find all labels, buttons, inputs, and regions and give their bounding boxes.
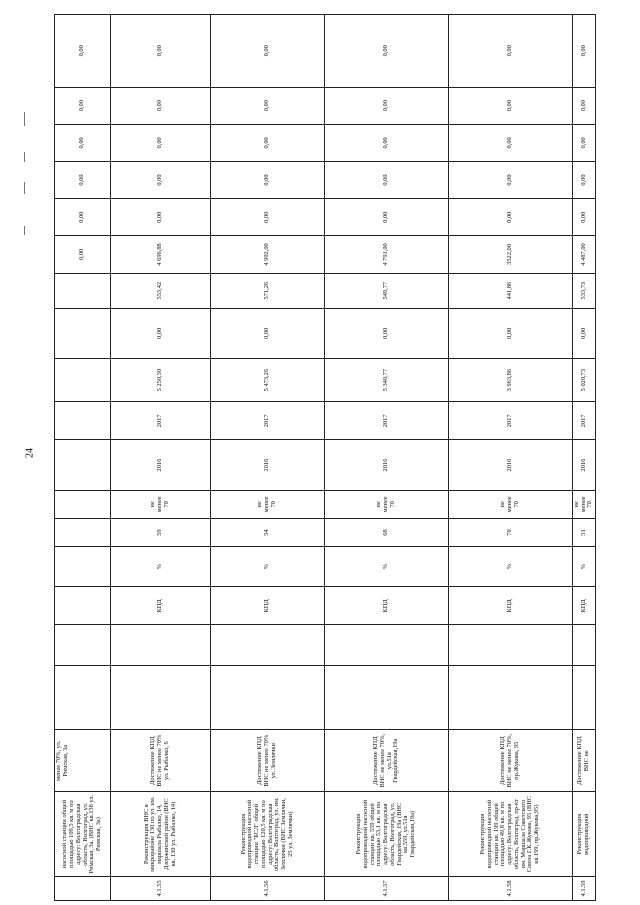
cell-num: 4.1.55: [111, 876, 211, 900]
cell-v2: 0,00: [111, 308, 211, 358]
cell-unit: КПД: [111, 587, 211, 625]
cell-v8: 0,00: [325, 87, 449, 124]
cell-total: 2017: [449, 402, 573, 440]
cell-v9: 0,00: [111, 15, 211, 88]
cell-base: %: [325, 547, 449, 587]
cell-year-start: не менее 70: [449, 490, 573, 518]
cell-empty: [211, 625, 325, 665]
cell-v4: 4 696,88: [111, 236, 211, 273]
cell-v1: [55, 359, 111, 402]
cell-year-start: не менее 70: [325, 490, 449, 518]
cell-year-end: 2016: [573, 440, 596, 490]
cell-v4: 0,00: [55, 236, 111, 273]
cell-name: Реконструкция водопроводной насосной станции кв. 559 общей площадью 53,1 кв. м по адресу: Волгоградская область, Волгоград, ул. Гвардейская, 19а (ВНС кв.559, ул.51я Гвардейская,19а): [325, 792, 449, 876]
cell-v8: 0,00: [111, 87, 211, 124]
cell-v7: 0,00: [325, 124, 449, 161]
cell-v7: 0,00: [573, 124, 596, 161]
cell-v6: 0,00: [55, 161, 111, 198]
cell-num: 4.1.56: [211, 876, 325, 900]
cell-v1: 5 473,26: [211, 359, 325, 402]
cell-unit: [55, 587, 111, 625]
cell-unit: КПД: [211, 587, 325, 625]
cell-empty: [573, 665, 596, 729]
cell-name: насосной станции общей площадью 109,5 кв. м по адресу: Волгоградская область, Волгоград, ул. Римская, 3а. (ВНС кв.138 ул. Римская, 3а): [55, 792, 111, 876]
cell-v1: 5 340,77: [325, 359, 449, 402]
cell-v1: 5 020,73: [573, 359, 596, 402]
cell-num: 4.1.58: [449, 876, 573, 900]
cell-v4: 3522,00: [449, 236, 573, 273]
cell-year-end: 2016: [325, 440, 449, 490]
cell-v1: 3 963,86: [449, 359, 573, 402]
cell-v9: 0,00: [211, 15, 325, 88]
cell-empty: [573, 625, 596, 665]
cell-empty: [449, 665, 573, 729]
table-row: [449, 15, 573, 901]
cell-empty: [325, 665, 449, 729]
cell-year-start: не менее 70: [211, 490, 325, 518]
cell-goal: Достижение КПД ВНС не менее 70%, ул.51я Гвардейская,19а: [325, 730, 449, 792]
cell-v2: 0,00: [325, 308, 449, 358]
cell-v6: 0,00: [573, 161, 596, 198]
cell-total: 2017: [325, 402, 449, 440]
cell-year-end: 2016: [449, 440, 573, 490]
cell-empty: [211, 665, 325, 729]
cell-v5: 0,00: [211, 199, 325, 236]
cell-year-end: 2016: [111, 440, 211, 490]
cell-v7: 0,00: [55, 124, 111, 161]
cell-base: %: [211, 547, 325, 587]
cell-empty: [55, 665, 111, 729]
cell-empty: [111, 625, 211, 665]
cell-base: %: [449, 547, 573, 587]
cell-unit: КПД: [325, 587, 449, 625]
cell-name: Реконструкция водопроводной: [573, 792, 596, 876]
table-row: [573, 15, 596, 901]
cell-target: 70: [449, 518, 573, 546]
cell-v5: 0,00: [573, 199, 596, 236]
cell-target: [55, 518, 111, 546]
cell-empty: [449, 625, 573, 665]
cell-v7: 0,00: [111, 124, 211, 161]
cell-v8: 0,00: [211, 87, 325, 124]
page-number: 24: [24, 448, 36, 458]
cell-goal: менее 70%, ул. Римская, 3а: [55, 730, 111, 792]
cell-v9: 0,00: [325, 15, 449, 88]
cell-v6: 0,00: [325, 161, 449, 198]
cell-year-start: не менее 70: [573, 490, 596, 518]
cell-v6: 0,00: [449, 161, 573, 198]
cell-year-end: 2016: [211, 440, 325, 490]
cell-v5: 0,00: [325, 199, 449, 236]
cell-v3: 553,42: [111, 273, 211, 308]
cell-v9: 0,00: [573, 15, 596, 88]
cell-v8: 0,00: [55, 87, 111, 124]
cell-v9: 0,00: [55, 15, 111, 88]
cell-base: %: [111, 547, 211, 587]
cell-num: 4.1.57: [325, 876, 449, 900]
cell-v4: 4 487,00: [573, 236, 596, 273]
cell-total: 2017: [111, 402, 211, 440]
cell-num: 4.1.59: [573, 876, 596, 900]
cell-year-end: [55, 440, 111, 490]
cell-year-start: [55, 490, 111, 518]
table-row: [55, 15, 111, 901]
cell-target: 54: [211, 518, 325, 546]
table-row: [111, 15, 211, 901]
cell-v8: 0,00: [449, 87, 573, 124]
cell-target: 68: [325, 518, 449, 546]
cell-v1: 5 250,30: [111, 359, 211, 402]
cell-v3: 549,77: [325, 273, 449, 308]
cell-v2: [55, 308, 111, 358]
cell-num: [55, 876, 111, 900]
table-row: [211, 15, 325, 901]
cell-v7: 0,00: [211, 124, 325, 161]
cell-v6: 0,00: [111, 161, 211, 198]
cell-total: 2017: [573, 402, 596, 440]
cell-v3: 533,73: [573, 273, 596, 308]
cell-base: %: [573, 547, 596, 587]
document-page: [54, 14, 594, 901]
cell-total: 2017: [211, 402, 325, 440]
cell-v2: 0,00: [449, 308, 573, 358]
cell-v9: 0,00: [449, 15, 573, 88]
table-row: [325, 15, 449, 901]
cell-name: Реконструкция водопроводной насосной станции кв. 199 общей площадью 49,8 кв. м по адресу: Волгоградская область, Волгоград, пр-кт им. Маршала Советского Союза Г.К.Жукова, 95 (ВНС кв.199, пр.Жукова,95): [449, 792, 573, 876]
cell-unit: КПД: [573, 587, 596, 625]
cell-v5: 0,00: [111, 199, 211, 236]
cell-v5: 0,00: [55, 199, 111, 236]
cell-v3: 441,86: [449, 273, 573, 308]
cell-empty: [325, 625, 449, 665]
cell-v4: 4 902,00: [211, 236, 325, 273]
cell-empty: [55, 625, 111, 665]
cell-empty: [111, 665, 211, 729]
cell-v3: 571,26: [211, 273, 325, 308]
program-table: [54, 14, 596, 901]
cell-goal: Достижение КПД ВНС не: [573, 730, 596, 792]
cell-v4: 4 791,00: [325, 236, 449, 273]
cell-v5: 0,00: [449, 199, 573, 236]
cell-v6: 0,00: [211, 161, 325, 198]
cell-v2: 0,00: [211, 308, 325, 358]
cell-goal: Достижение КПД ВНС не менее 70% ул. Землячки: [211, 730, 325, 792]
cell-v7: 0,00: [449, 124, 573, 161]
cell-name: Реконструкция ВНС в микрорайоне 130 по ул. им. маршала Рыбалко, 14, Дзержинский район (ВНС кв. 130 ул. Рыбалко, 14): [111, 792, 211, 876]
cell-unit: КПД: [449, 587, 573, 625]
cell-goal: Достижение КПД ВНС не менее 70% ул. Рыбалко, 6: [111, 730, 211, 792]
cell-name: Реконструкция водопроводной насосной станции "БСЛ" общей площадью 120,5 кв. м по адресу: Волгоградская область, Волгоград, ул. им. Землячки (ВНС Землячки, 25 ул. Землячки): [211, 792, 325, 876]
cell-target: 59: [111, 518, 211, 546]
cell-base: [55, 547, 111, 587]
cell-v8: 0,00: [573, 87, 596, 124]
cell-year-start: не менее 70: [111, 490, 211, 518]
cell-total: [55, 402, 111, 440]
cell-target: 51: [573, 518, 596, 546]
cell-v2: 0,00: [573, 308, 596, 358]
cell-v3: [55, 273, 111, 308]
cell-goal: Достижение КПД ВНС не менее 70%, пр.Жукова, 95: [449, 730, 573, 792]
